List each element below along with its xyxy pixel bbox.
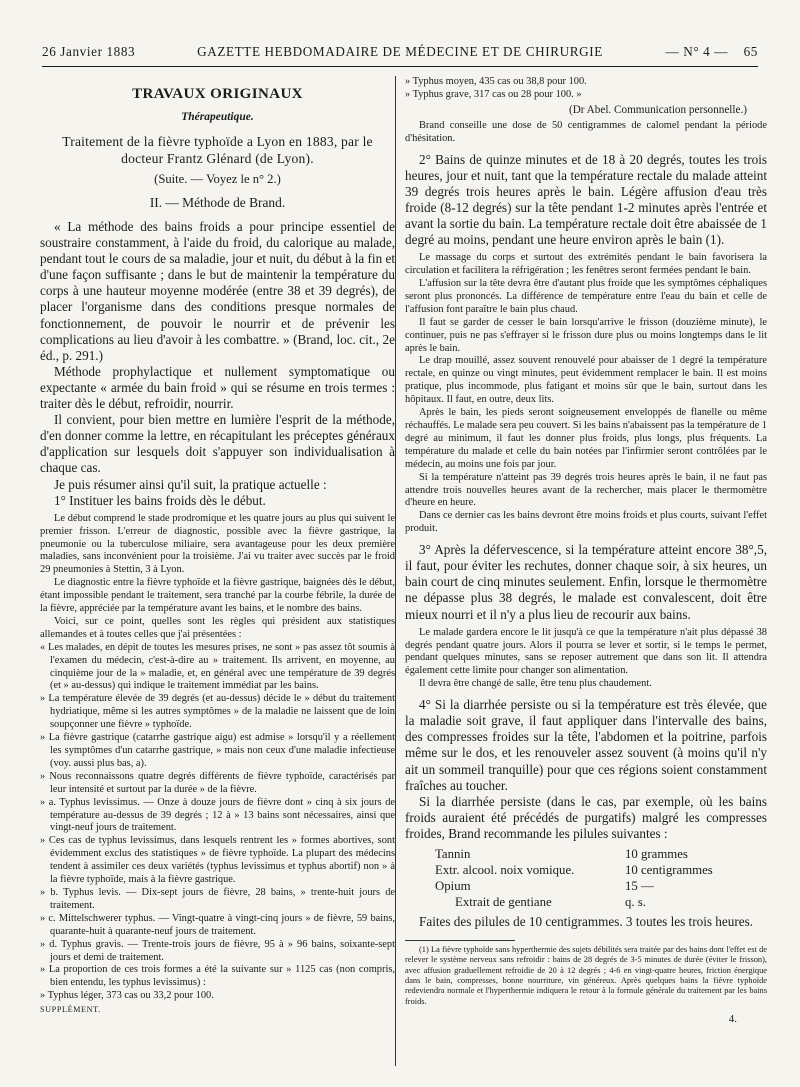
quote-line: » La proportion de ces trois formes a été la suivante sur » 1125 cas (non compris, bien entendu, les typhus levissimus) : <box>40 964 395 989</box>
right-column <box>405 76 767 1076</box>
recipe-ingredient: Tannin <box>435 846 471 861</box>
paragraph: Dans ce dernier cas les bains devront être moins froids et plus courts, suivant l'effet produit. <box>405 510 767 535</box>
recipe-quantity: 15 — <box>625 878 654 893</box>
paragraph: Brand conseille une dose de 50 centigrammes de calomel pendant la période d'hésitation. <box>405 119 767 144</box>
numbered-heading: 1° Instituer les bains froids dès le début. <box>54 492 266 508</box>
paragraph: Après le bain, les pieds seront soigneusement enveloppés de flanelle ou même réchauffés. Le malade sera peu couvert. Si les bains n'abaissent pas la température de 1 degré au minimum, il faut les donner plus froids, plus longs, plus fréquents. La température du malade et celle du bain notées par l'infirmier seront contrôlées par le médecin, au moins une fois par jour. <box>405 407 767 470</box>
quote-line: » b. Typhus levis. — Dix-sept jours de fièvre, 28 bains, » trente-huit jours de traitement. <box>40 886 395 911</box>
header-journal-title: GAZETTE HEBDOMADAIRE DE MÉDECINE ET DE CHIRURGIE <box>197 44 603 59</box>
paragraph: Le drap mouillé, assez souvent renouvelé pour abaisser de 1 degré la température rectale, en quinze ou vingt minutes, peut évidemment remplacer le bain. Il est moins pratique, plus incommode, plus fatigant et moins sûr que le bain, surtout dans les hôpitaux. Il faut, en outre, deux lits. <box>405 355 767 406</box>
paragraph: Si la température n'atteint pas 39 degrés trois heures après le bain, il ne faut pas attendre trois nouvelles heures avant de la rechercher, mais placer le thermomètre d'heure en heure. <box>405 471 767 509</box>
numbered-paragraph: 3° Après la défervescence, si la température atteint encore 38°,5, il faut, pour éviter les rechutes, donner chaque soir, à six heures, un bain court de cinq minutes seulement. Enfin, lorsque le thermomètre ne dépasse plus 38 degrés, le malade est convalescent, doit être mieux nourri et il n'y a plus lieu de recourir aux bains. <box>405 542 767 622</box>
section-title: TRAVAUX ORIGINAUX <box>132 86 303 102</box>
quote-line: » Typhus grave, 317 cas ou 28 pour 100. » <box>405 88 582 100</box>
header-page-number: 65 <box>743 44 758 59</box>
quote-line: » Typhus moyen, 435 cas ou 38,8 pour 100. <box>405 76 587 87</box>
quote-line: » La température élevée de 39 degrés (et au-dessus) décide le » début du traitement hydriatique, même si les autres symptômes » de la maladie ne laissent que de loin soupçonner une fièvre » typhoïde. <box>40 693 395 731</box>
paragraph: Il convient, pour bien mettre en lumière l'esprit de la méthode, d'en donner comme la lettre, en récapitulant les préceptes généraux d'application sur lesquels doit s'appuyer son individualisation à chaque cas. <box>40 412 395 476</box>
quote-line: » d. Typhus gravis. — Trente-trois jours de fièvre, 95 à » 96 bains, soixante-sept jours et demi de traitement. <box>40 938 395 963</box>
recipe-row <box>435 862 713 878</box>
subsection-title: Thérapeutique. <box>181 111 254 123</box>
header-issue: — N° 4 — <box>665 44 729 59</box>
quote-signature: (Dr Abel. Communication personnelle.) <box>568 103 747 116</box>
recipe-table <box>435 846 713 910</box>
recipe-row <box>435 878 713 894</box>
paragraph: « La méthode des bains froids a pour principe essentiel de soustraire constamment, à l'aide du froid, du calorique au malade, pendant tout le cours de sa maladie, jour et nuit, du début à la fin et d'une façon suffisante ; dans le but de maintenir la température du corps à une hauteur moyenne modérée (entre 38 et 39 degrés), de placer l'organisme dans des conditions presque normales de fonctionnement, de pouvoir le nourrir et de prévenir les complications au lieu d'avoir à les combattre. » (Brand, loc. cit., 2e éd., p. 291.) <box>40 219 395 363</box>
recipe-quantity: q. s. <box>625 894 646 909</box>
left-column <box>40 76 395 1076</box>
recipe-row <box>435 846 713 862</box>
header-issue-page <box>666 44 758 60</box>
paragraph: Il faut se garder de cesser le bain lorsqu'arrive le frisson (douzième minute), le continuer, puis ne pas s'effrayer si le frisson dure plus ou moins longtemps dans le lit après le bain. <box>405 316 767 354</box>
page-header <box>42 44 758 67</box>
recipe-ingredient: Extr. alcool. noix vomique. <box>435 862 575 877</box>
quote-line: » c. Mittelschwerer typhus. — Vingt-quatre à vingt-cinq jours » de fièvre, 59 bains, quarante-huit à quarante-neuf jours de traitement. <box>40 912 395 937</box>
column-separator <box>395 76 396 1066</box>
paragraph: Voici, sur ce point, quelles sont les règles qui président aux statistiques allemandes et à toutes celles que j'ai présentées : <box>40 615 395 640</box>
recipe-ingredient: Extrait de gentiane <box>455 894 552 909</box>
quote-line: « Les malades, en dépit de toutes les mesures prises, ne sont » pas assez tôt soumis à l'examen du médecin, c'est-à-dire au » traitement. Ils arrivent, en moyenne, au cinquième jour de la » maladie, et, en général avec une température de 39 degrés (et » au-dessus) qui indique le traitement immédiat par les bains. <box>40 641 395 692</box>
header-date: 26 Janvier 1883 <box>42 44 136 59</box>
paragraph: Le malade gardera encore le lit jusqu'à ce que la température n'ait plus dépassé 38 degrés pendant quatre jours. Alors il pourra se lever et sortir, si le temps le permet, pendant quelques minutes, sans se reposer autrement que dans son lit. Il attendra également cette limite pour changer son alimentation. <box>405 626 767 677</box>
paragraph: L'affusion sur la tête devra être d'autant plus froide que les symptômes céphaliques seront plus prononcés. La différence de température entre l'eau du bain et celle de l'affusion font paraître le bain plus chaud. <box>405 278 767 315</box>
quote-line: » Ces cas de typhus levissimus, dans lesquels rentrent les » formes abortives, sont évidemment exclus des statistiques » de fièvre typhoïde. La plupart des médecins tendent à assimiler ces deux variétés (typhus levissimus et typhus abortif) non » à la fièvre typhoïde, mais à la fièvre gastrique. <box>40 835 395 886</box>
recipe-ingredient: Opium <box>435 878 471 893</box>
numbered-paragraph: 4° Si la diarrhée persiste ou si la température est très élevée, que la maladie soit grave, il faut appliquer dans l'intervalle des bains, des compresses froides sur la tête, l'abdomen et la poitrine, parfois même sur le dos, et les renouveler assez souvent (à moins qu'il n'y ait un sommeil tranquille) pour que ces régions soient constamment fraîches au toucher. <box>405 697 767 793</box>
footnote: (1) La fièvre typhoïde sans hyperthermie des sujets débilités sera traitée par des bains dont l'effet est de relever le système nerveux sans refroidir : bains de 28 degrés de 3-5 minutes de durée (éviter le frisson), avec affusion graduellement refroidie de 20 à 12 degrés ; 4-6 en vingt-quatre heures, friction énergique dans le bain, compresses, bonne nourriture, vin généreux. Après quelques bains la fièvre typhoïde redeviendra normale et l'hyperthermie indiquera le retour à la formule générale du traitement par les bains froids. <box>405 945 767 1006</box>
footnote-divider <box>405 940 515 941</box>
quote-line: » Nous reconnaissons quatre degrés différents de fièvre typhoïde, caractérisés par leur intensité et surtout par la durée » de la fièvre. <box>40 770 395 795</box>
paragraph: Faites des pilules de 10 centigrammes. 3 toutes les trois heures. <box>419 913 754 929</box>
paragraph: Le début comprend le stade prodromique et les quatre jours au plus qui suivent le premier frisson. L'erreur de diagnostic, possible avec la fièvre gastrique, la pneumonie ou la tuberculose miliaire, sera avantageuse pour les deux première maladies, sans inconvénient pour la troisième. J'ai vu traiter avec succès par le froid 29 pneumonies à Stettin, 3 à Lyon. <box>40 512 395 576</box>
quote-line: » La fièvre gastrique (catarrhe gastrique aigu) est admise » lorsqu'il y a réellement les symptômes d'un catarrhe gastrique, » mais non ceux d'une maladie infectieuse (voy. aussi plus bas, a). <box>40 732 395 769</box>
supplement-label: SUPPLÉMENT. <box>40 1005 101 1015</box>
paragraph: Le diagnostic entre la fièvre typhoïde et la fièvre gastrique, baignées dès le début, étant impossible pendant le traitement, sera tranché par la courbe fébrile, la durée de la fièvre, appréciée par la température avant les bains, et le nombre des bains. <box>40 577 395 615</box>
paragraph: Je puis résumer ainsi qu'il suit, la pratique actuelle : <box>54 476 327 492</box>
article-title: Traitement de la fièvre typhoïde a Lyon en 1883, par le docteur Frantz Glénard (de Lyon). <box>62 134 373 166</box>
quote-line: » Typhus léger, 373 cas ou 33,2 pour 100. <box>40 990 214 1002</box>
recipe-quantity: 10 centigrammes <box>625 862 713 877</box>
recipe-row <box>435 894 713 910</box>
paragraph: Méthode prophylactique et nullement symptomatique ou expectante « armée du bain froid » qui se résume en trois termes : traiter dès le début, refroidir, nourrir. <box>40 363 395 412</box>
article-suite: (Suite. — Voyez le n° 2.) <box>154 172 281 186</box>
paragraph: Si la diarrhée persiste (dans le cas, par exemple, où les bains froids auraient été précédés de purgatifs) malgré les compresses froides, Brand recommande les pilules suivantes : <box>405 793 767 841</box>
recipe-quantity: 10 grammes <box>625 846 688 861</box>
paragraph: Il devra être changé de salle, être tenu plus chaudement. <box>419 678 652 690</box>
paragraph: Le massage du corps et surtout des extrémités pendant le bain favorisera la circulation et facilitera la réfrigération ; les fenêtres seront fermées pendant le bain. <box>405 252 767 277</box>
signature-number: 4. <box>728 1012 737 1025</box>
numbered-paragraph: 2° Bains de quinze minutes et de 18 à 20 degrés, toutes les trois heures, jour et nuit, tant que la température rectale du malade atteint 39 degrés trois heures après le bain. Légère affusion d'eau très froide (8-12 degrés) sur la tête pendant 1-2 minutes après l'entrée et avant la sortie du bain. La température rectale doit être abaissée de 1 degré au moins, pendant une heure environ après le bain (1). <box>405 151 767 248</box>
quote-line: » a. Typhus levissimus. — Onze à douze jours de fièvre dont » cinq à six jours de température au-dessus de 39 degrés ; 12 à » 13 bains sont nécessaires, ainsi que vingt-neuf jours de traitement. <box>40 796 395 834</box>
part-heading: II. — Méthode de Brand. <box>149 195 286 210</box>
